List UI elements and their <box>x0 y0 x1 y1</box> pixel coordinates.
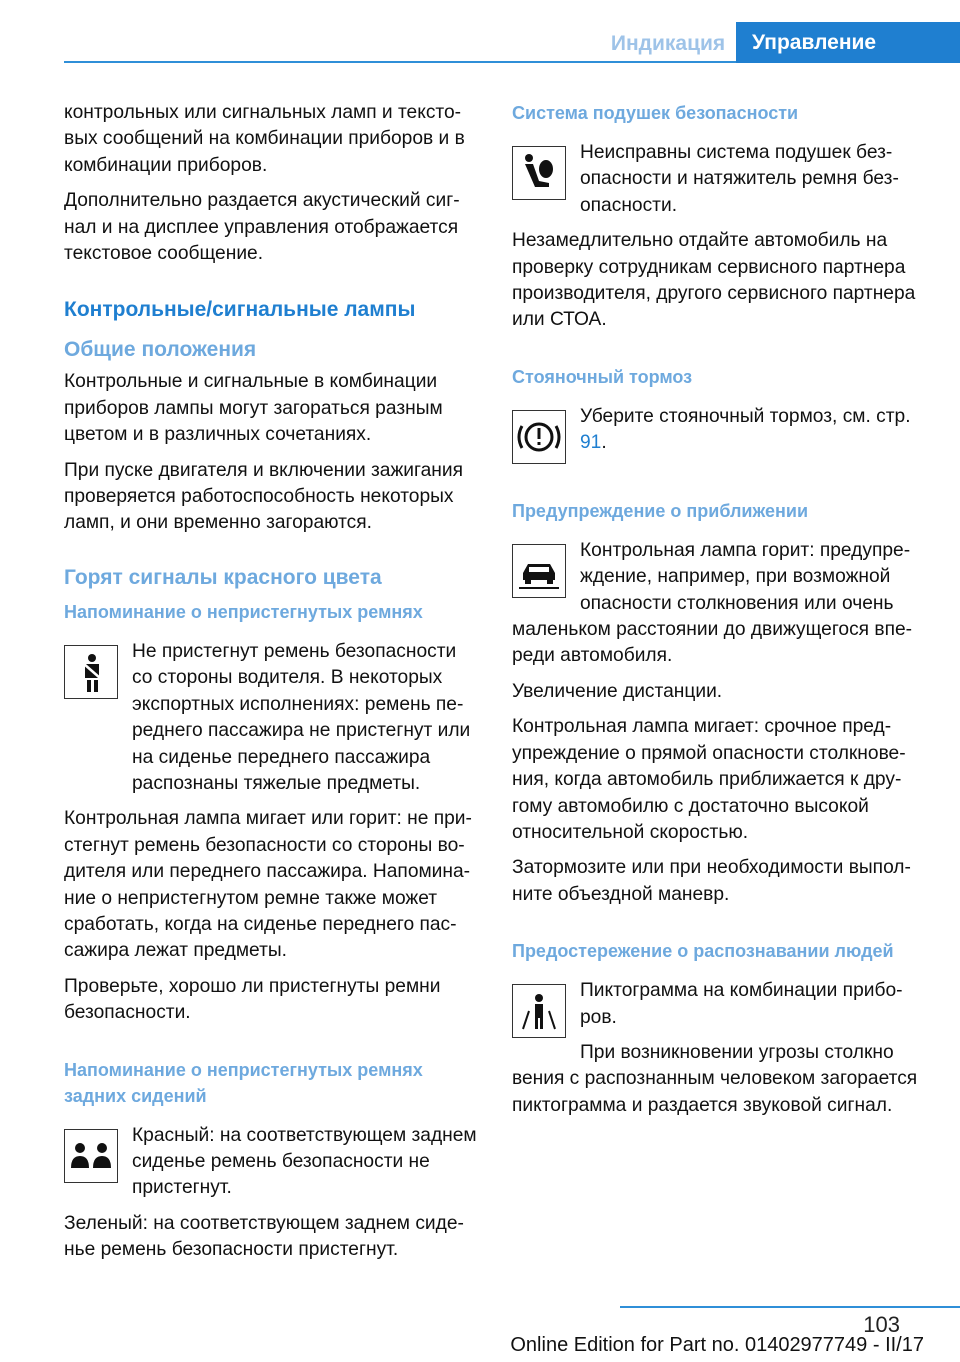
person-warning-text-2: При возникновении угрозы столкно <box>580 1041 894 1063</box>
person-warning-block <box>512 978 930 1066</box>
heading-parking-brake: Стояночный тормоз <box>512 366 693 387</box>
parking-brake-text-main: Уберите стояночный тормоз, см. стр. <box>580 405 911 427</box>
paragraph: Дополнительно раздается акустический сигнал и на дисплее управления отображается текстовое сообщение. <box>64 190 460 265</box>
footer-rule <box>620 1306 960 1308</box>
heading-belt-reminder: Напоминание о непристегнутых ремнях <box>64 601 423 622</box>
airbag-icon <box>512 146 566 200</box>
paragraph: Незамедлительно отдайте автомобиль на проверку сотрудникам сервисного партнера производителя, другого сервисного партнера или СТОА. <box>512 230 916 331</box>
paragraph: Контрольные и сигнальные в комбинации приборов лампы могут загораться разным цветом и в различных сочетаниях. <box>64 371 443 446</box>
heading-proximity-warning: Предупреждение о приближении <box>512 500 809 521</box>
page-link-91[interactable]: 91 <box>580 432 602 454</box>
car-ahead-icon <box>512 544 566 598</box>
seatbelt-icon <box>64 645 118 699</box>
paragraph: маленьком расстоянии до движущегося впереди автомобиля. <box>512 619 913 667</box>
edition-label: Online Edition for Part no. 01402977749 - II/17 <box>510 1334 924 1356</box>
proximity-block <box>512 538 930 617</box>
tab-indication[interactable]: Индикация <box>610 32 726 55</box>
parking-brake-text <box>580 404 930 457</box>
subsection-title-red: Горят сигналы красного цвета <box>64 565 382 589</box>
airbag-block <box>512 140 930 228</box>
right-column <box>512 100 930 1128</box>
section-title-lamps: Контрольные/сигнальные лампы <box>64 298 416 322</box>
paragraph: Увеличение дистанции. <box>512 680 723 702</box>
tab-controls[interactable]: Управление <box>736 22 960 63</box>
paragraph: Зеленый: на соответствующем заднем сиденье ремень безопасности пристегнут. <box>64 1212 464 1261</box>
paragraph: Проверьте, хорошо ли пристегнуты ремни безопасности. <box>64 975 441 1024</box>
paragraph: Контрольная лампа мигает: срочное предупреждение о прямой опасности столкновения, когда автомобиль приближается к другому автомобилю с достаточно высокой относительной скоростью. <box>512 716 906 843</box>
paragraph: вения с распознанным человеком загорается пиктограмма и раздается звуковой сигнал. <box>512 1068 918 1116</box>
rear-belt-block <box>64 1123 482 1211</box>
heading-airbag: Система подушек безопасности <box>512 103 799 123</box>
rear-seatbelt-icon <box>64 1129 118 1183</box>
paragraph: Затормозите или при необходимости выполните объездной маневр. <box>512 857 911 905</box>
left-column <box>64 100 482 1273</box>
paragraph: Контрольная лампа мигает или горит: не пристегнут ремень безопасности со стороны водителя или переднего пассажира. Напоминание о непристегнутом ремне также может сработать, когда на сиденье переднего пассажира лежат предметы. <box>64 808 472 962</box>
parking-brake-icon <box>512 410 566 464</box>
page-number: 103 <box>863 1312 900 1337</box>
parking-brake-block <box>512 404 930 468</box>
proximity-text: Контрольная лампа горит: предупреждение, например, при возможной опасности столкновения или очень <box>580 539 911 614</box>
airbag-text: Неисправны система подушек безопасности и натяжитель ремня безопасности. <box>580 142 899 216</box>
paragraph: контрольных или сигнальных ламп и текстовых сообщений на комбинации приборов и в комбинации приборов. <box>64 102 465 176</box>
belt-warning-text: Не пристегнут ремень безопасности со стороны водителя. В некоторых экспортных исполнениях: ремень переднего пассажира не пристегнут или на сиденье переднего пассажира распознаны тяжелые предметы. <box>132 640 471 794</box>
paragraph: При пуске двигателя и включении зажигания проверяется работоспособность некоторых ламп, и они временно загораются. <box>64 459 463 534</box>
heading-person-warning: Предостережение о распознавании людей <box>512 941 894 962</box>
rear-belt-text: Красный: на соответствующем заднем сиденье ремень безопасности не пристегнут. <box>132 1124 477 1199</box>
belt-warning-block <box>64 639 482 806</box>
parking-brake-text-end: . <box>601 432 607 454</box>
pedestrian-icon <box>512 984 566 1038</box>
heading-rear-belt-reminder: Напоминание о непристегнутых ремнях задних сидений <box>64 1059 423 1106</box>
person-warning-text: Пиктограмма на комбинации приборов. <box>580 980 903 1028</box>
subsection-title-general: Общие положения <box>64 338 257 362</box>
